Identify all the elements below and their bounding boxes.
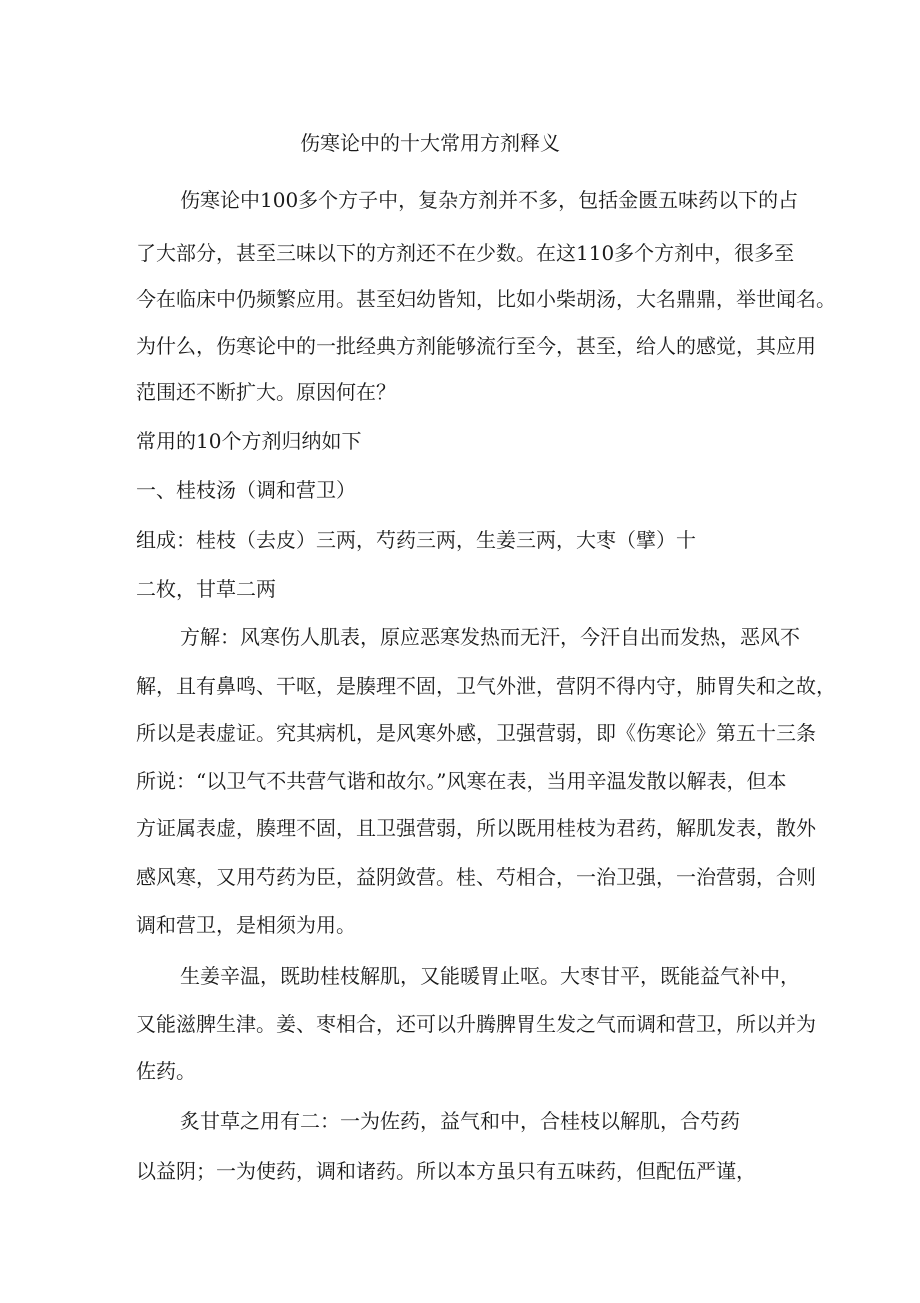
composition-line: 二枚，甘草二两	[136, 577, 276, 601]
document-title: 伤寒论中的十大常用方剂释义	[300, 131, 560, 155]
section-heading: 一、桂枝汤（调和营卫）	[136, 478, 356, 502]
paragraph-line: 方证属表虚，腠理不固，且卫强营弱，所以既用桂枝为君药，解肌发表，散外	[136, 816, 816, 840]
paragraph-line: 调和营卫，是相须为用。	[136, 913, 356, 937]
paragraph-line: 佐药。	[136, 1059, 196, 1083]
paragraph-line: 所以是表虚证。究其病机，是风寒外感，卫强营弱，即《伤寒论》第五十三条	[136, 721, 816, 745]
paragraph-line: 解，且有鼻鸣、干呕，是腠理不固，卫气外泄，营阴不得内守，肺胃失和之故，	[136, 674, 836, 698]
composition-line: 组成：桂枝（去皮）三两，芍药三两，生姜三两，大枣（擘）十	[136, 528, 696, 552]
paragraph-line: 伤寒论中100多个方子中，复杂方剂并不多，包括金匮五味药以下的占	[180, 188, 799, 212]
section-intro: 常用的10个方剂归纳如下	[136, 429, 362, 453]
paragraph-line: 范围还不断扩大。原因何在？	[136, 380, 396, 404]
paragraph-line: 为什么，伤寒论中的一批经典方剂能够流行至今，甚至，给人的感觉，其应用	[136, 334, 816, 358]
paragraph-line: 方解：风寒伤人肌表，原应恶寒发热而无汗，今汗自出而发热，恶风不	[180, 625, 800, 649]
paragraph-line: 今在临床中仍频繁应用。甚至妇幼皆知，比如小柴胡汤，大名鼎鼎，举世闻名。	[136, 287, 836, 311]
paragraph-line: 以益阴；一为使药，调和诸药。所以本方虽只有五味药，但配伍严谨，	[136, 1159, 756, 1183]
paragraph-line: 感风寒，又用芍药为臣，益阴敛营。桂、芍相合，一治卫强，一治营弱，合则	[136, 865, 816, 889]
paragraph-line: 生姜辛温，既助桂枝解肌，又能暖胃止呕。大枣甘平，既能益气补中，	[180, 964, 800, 988]
paragraph-line: 炙甘草之用有二：一为佐药，益气和中，合桂枝以解肌，合芍药	[180, 1109, 740, 1133]
paragraph-line: 所说：“以卫气不共营气谐和故尔。”风寒在表，当用辛温发散以解表，但本	[136, 769, 787, 793]
paragraph-line: 了大部分，甚至三味以下的方剂还不在少数。在这110多个方剂中，很多至	[136, 241, 795, 265]
paragraph-line: 又能滋脾生津。姜、枣相合，还可以升腾脾胃生发之气而调和营卫，所以并为	[136, 1012, 816, 1036]
